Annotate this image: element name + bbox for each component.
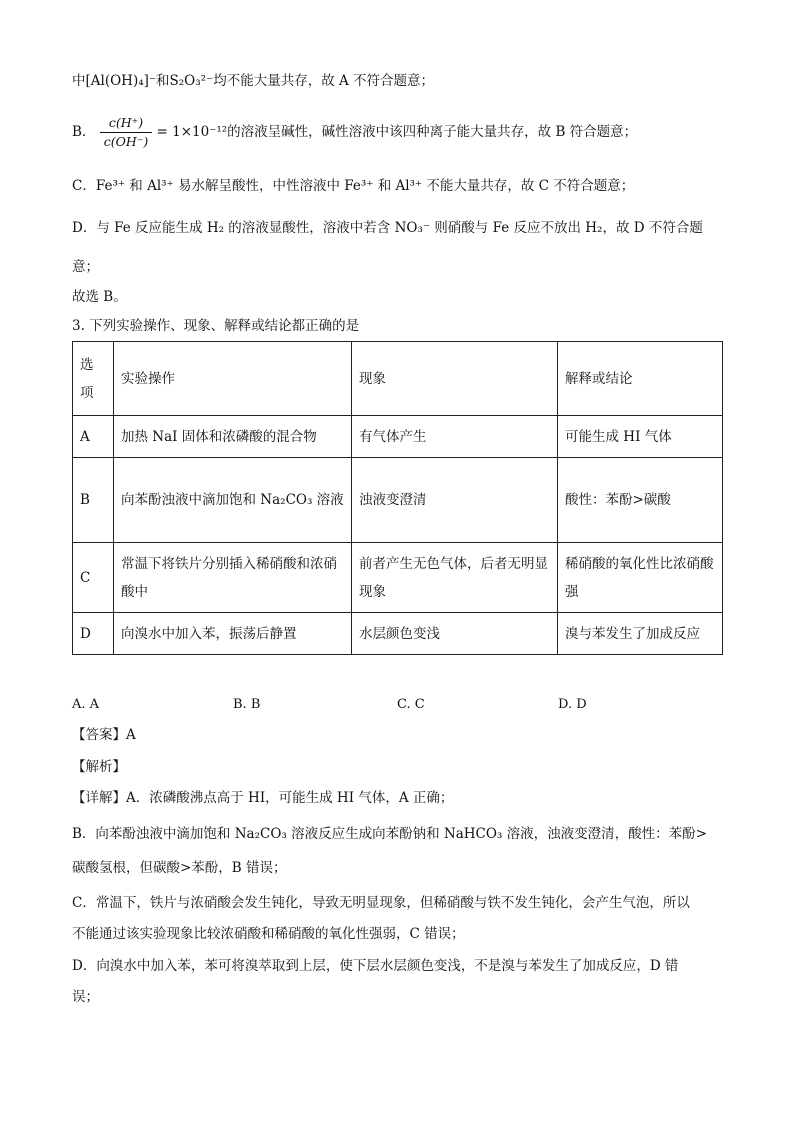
analysis-line: C．常温下，铁片与浓硝酸会发生钝化，导致无明显现象，但稀硝酸与铁不发生钝化，会产生气泡，所以 <box>72 895 690 911</box>
analysis-label: 【解析】 <box>72 759 126 775</box>
option-label-b: B． <box>72 124 96 140</box>
table-row <box>73 458 723 543</box>
conclusion-line: 故选 B。 <box>72 289 127 305</box>
row-option: D <box>73 613 114 655</box>
table-row <box>73 613 723 655</box>
option-c: C. C <box>397 697 425 712</box>
row-phenomenon: 浊液变澄清 <box>352 458 558 543</box>
analysis-line: D．向溴水中加入苯，苯可将溴萃取到上层，使下层水层颜色变浅，不是溴与苯发生了加成反应，D 错 <box>72 958 679 974</box>
question-3-stem: 3. 下列实验操作、现象、解释或结论都正确的是 <box>72 318 360 334</box>
option-b: B. B <box>233 697 261 712</box>
analysis-line: B．向苯酚浊液中滴加饱和 Na₂CO₃ 溶液反应生成向苯酚钠和 NaHCO₃ 溶液，浊液变澄清，酸性：苯酚> <box>72 826 707 842</box>
header-phenomenon: 现象 <box>352 342 558 416</box>
text-suffix: 均不能大量共存，故 A 不符合题意； <box>213 73 435 89</box>
formula-aluminate: [Al(OH)₄]⁻ <box>85 73 157 89</box>
row-option: A <box>73 416 114 458</box>
text-and: 和 <box>156 73 170 89</box>
analysis-line-d-end: 意； <box>72 259 99 275</box>
text-prefix: 中 <box>72 73 86 89</box>
header-operation: 实验操作 <box>114 342 352 416</box>
analysis-line-b <box>72 112 637 152</box>
row-conclusion: 溴与苯发生了加成反应 <box>558 613 723 655</box>
row-phenomenon: 有气体产生 <box>352 416 558 458</box>
row-operation: 向苯酚浊液中滴加饱和 Na₂CO₃ 溶液 <box>114 458 352 543</box>
row-conclusion: 酸性：苯酚>碳酸 <box>558 458 723 543</box>
option-d: D. D <box>558 697 587 712</box>
analysis-line-c: C．Fe³⁺ 和 Al³⁺ 易水解呈酸性，中性溶液中 Fe³⁺ 和 Al³⁺ 不能大量共存，故 C 不符合题意； <box>72 178 635 194</box>
answer-label: 【答案】A <box>72 727 136 743</box>
analysis-line-d: D．与 Fe 反应能生成 H₂ 的溶液显酸性，溶液中若含 NO₃⁻ 则硝酸与 Fe 反应不放出 H₂，故 D 不符合题 <box>72 220 703 236</box>
option-a: A. A <box>72 697 100 712</box>
equation-value: = 1×10⁻¹² <box>156 124 228 140</box>
row-phenomenon: 前者产生无色气体，后者无明显现象 <box>352 543 558 613</box>
row-conclusion: 稀硝酸的氧化性比浓硝酸强 <box>558 543 723 613</box>
analysis-line: 误； <box>72 989 99 1005</box>
row-operation: 向溴水中加入苯，振荡后静置 <box>114 613 352 655</box>
fraction-numerator: c(H⁺) <box>100 114 153 133</box>
header-conclusion: 解释或结论 <box>558 342 723 416</box>
fraction-denominator: c(OH⁻) <box>103 134 149 149</box>
analysis-line: 碳酸氢根，但碳酸>苯酚，B 错误； <box>72 860 287 876</box>
row-operation: 加热 NaI 固体和浓磷酸的混合物 <box>114 416 352 458</box>
text-b-explanation: 的溶液呈碱性，碱性溶液中该四种离子能大量共存，故 B 符合题意； <box>227 124 638 140</box>
header-option: 选项 <box>73 342 114 416</box>
table-header-row <box>73 342 723 416</box>
analysis-line: 【详解】A．浓磷酸沸点高于 HI，可能生成 HI 气体，A 正确； <box>72 790 454 806</box>
row-conclusion: 可能生成 HI 气体 <box>558 416 723 458</box>
analysis-line-a-end <box>72 71 434 91</box>
fraction <box>100 114 153 151</box>
row-option: B <box>73 458 114 543</box>
question-table <box>72 341 723 655</box>
table-row <box>73 543 723 613</box>
row-operation: 常温下将铁片分别插入稀硝酸和浓硝酸中 <box>114 543 352 613</box>
formula-thiosulfate: S₂O₃²⁻ <box>169 73 214 89</box>
analysis-line: 不能通过该实验现象比较浓硝酸和稀硝酸的氧化性强弱，C 错误； <box>72 926 465 942</box>
table-row <box>73 416 723 458</box>
row-phenomenon: 水层颜色变浅 <box>352 613 558 655</box>
row-option: C <box>73 543 114 613</box>
